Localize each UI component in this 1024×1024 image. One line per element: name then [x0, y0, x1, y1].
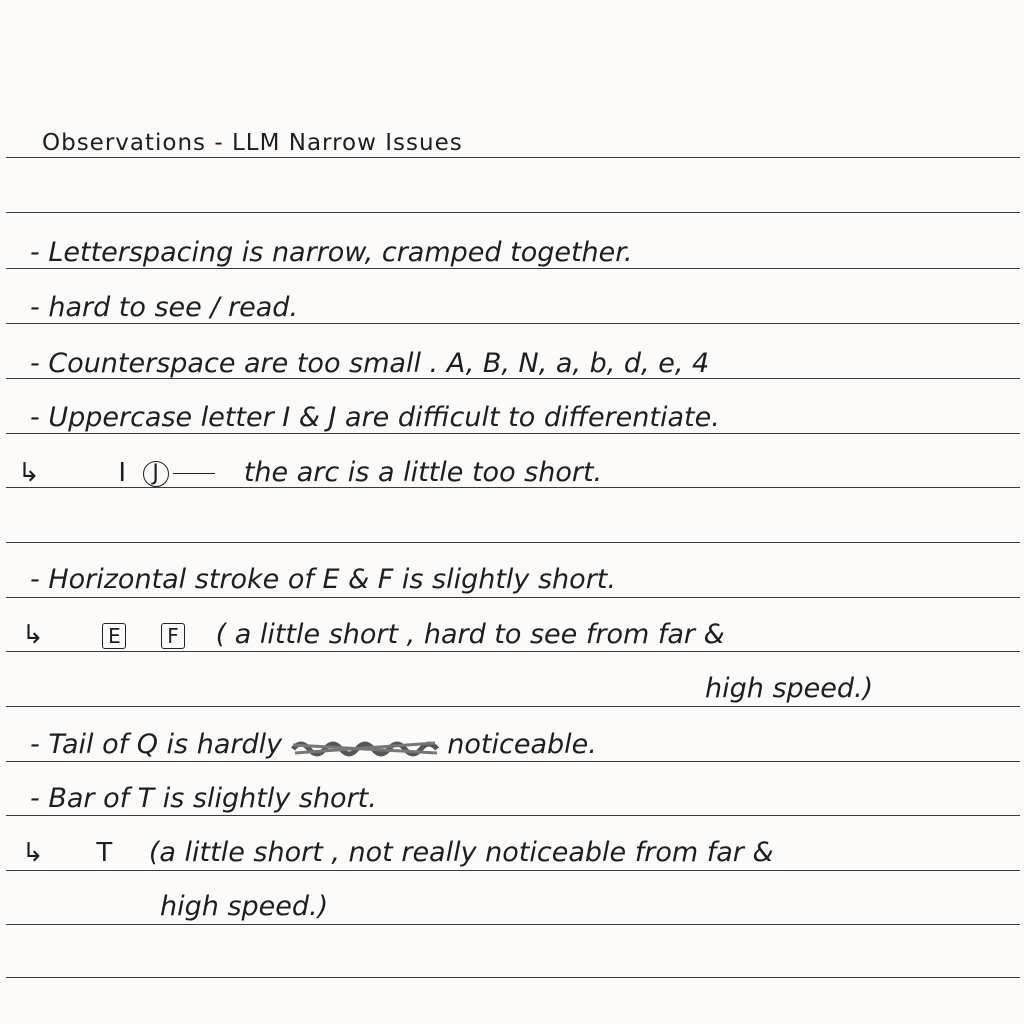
note-noticeable: noticeable.: [447, 729, 597, 760]
note-tail-q-text: - Tail of Q is hardly: [30, 729, 283, 760]
ruled-line: [6, 870, 1020, 871]
note-t-text: (a little short , not really noticeable from far &: [148, 837, 774, 868]
note-horizontal-stroke: - Horizontal stroke of E & F is slightly short.: [30, 564, 616, 595]
letter-e-sample: E: [102, 623, 126, 649]
arrow-icon: ↳: [22, 620, 44, 650]
ruled-line: [6, 815, 1020, 816]
note-letterspacing: - Letterspacing is narrow, cramped together.: [30, 237, 633, 268]
letter-j-circled-sample: J: [143, 461, 169, 487]
note-high-speed-2: high speed.): [160, 891, 329, 922]
note-counterspace: - Counterspace are too small . A, B, N, a, b, d, e, 4: [30, 348, 710, 379]
scribbled-out-word-icon: [291, 735, 439, 757]
arc-connector-icon: [173, 473, 215, 474]
ruled-line: [6, 706, 1020, 707]
arrow-icon: ↳: [18, 458, 40, 488]
ruled-line: [6, 212, 1020, 213]
ruled-line: [6, 761, 1020, 762]
note-arc-text: the arc is a little too short.: [243, 457, 603, 488]
note-high-speed-1: high speed.): [705, 673, 874, 704]
letter-t-sample: T: [96, 838, 113, 868]
ruled-line: [6, 977, 1020, 978]
note-bar-t: - Bar of T is slightly short.: [30, 783, 377, 814]
arrow-icon: ↳: [22, 838, 44, 868]
note-t-row: [22, 838, 774, 868]
note-tail-q: [30, 730, 597, 760]
ruled-line: [6, 542, 1020, 543]
note-arc-row: [18, 458, 602, 488]
ruled-line: [6, 651, 1020, 652]
letter-i-sample: I: [118, 458, 127, 488]
note-uppercase-i-j: - Uppercase letter I & J are difficult to differentiate.: [30, 402, 720, 433]
note-hard-to-see: - hard to see / read.: [30, 292, 299, 323]
letter-f-sample: F: [161, 623, 185, 649]
ruled-line: [6, 924, 1020, 925]
ruled-line: [6, 433, 1020, 434]
ruled-line: [6, 597, 1020, 598]
page-title: Observations - LLM Narrow Issues: [42, 130, 463, 156]
ruled-line: [6, 268, 1020, 269]
note-e-f-text: ( a little short , hard to see from far &: [215, 619, 725, 650]
ruled-line: [6, 323, 1020, 324]
note-e-f-row: [22, 620, 725, 650]
